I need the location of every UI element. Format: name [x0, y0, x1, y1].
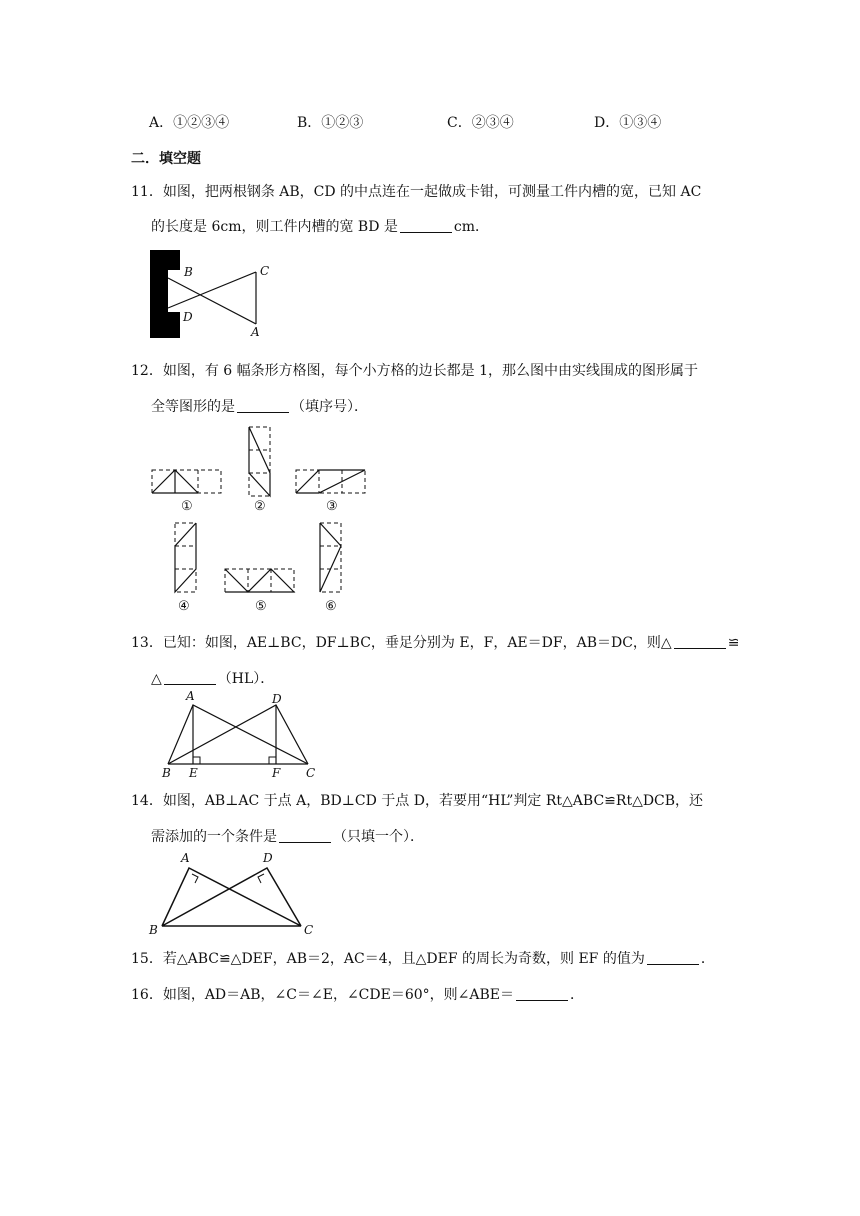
q13-line2 — [151, 668, 274, 688]
q11-line2 — [151, 216, 489, 236]
section-title: 二．填空题 — [131, 151, 201, 167]
q16-text-post: ． — [570, 987, 584, 1003]
q14-label-c: C — [304, 923, 314, 937]
q14-label-d: D — [263, 851, 273, 865]
q11-line2-post: cm． — [453, 219, 490, 235]
q13-answer-blank-1 — [674, 634, 726, 649]
q16-line — [131, 984, 584, 1004]
q12-grid-4 — [175, 523, 196, 592]
q12-grid-3 — [296, 470, 365, 493]
q12-grid-5 — [225, 569, 294, 592]
q14-line1: 14．如图，AB⊥AC 于点 A，BD⊥CD 于点 D，若要用“HL”判定 Rt△ABC≌Rt△DCB，还 — [131, 793, 704, 809]
q12-line2-pre: 全等图形的是 — [151, 399, 235, 415]
q14-line2-post: （只填一个）． — [333, 829, 424, 845]
q12-caption-4: ④ — [178, 599, 190, 614]
q13-label-d: D — [272, 692, 282, 706]
q13-answer-blank-2 — [164, 670, 216, 685]
q14-answer-blank — [279, 828, 331, 843]
q12-figure — [148, 425, 378, 617]
q13-label-e: E — [189, 766, 198, 780]
q12-caption-5: ⑤ — [255, 599, 267, 614]
q13-label-c: C — [306, 766, 316, 780]
q11-label-b: B — [184, 265, 193, 279]
q11-label-d: D — [183, 310, 193, 324]
q12-line1: 12．如图，有 6 幅条形方格图，每个小方格的边长都是 1，那么图中由实线围成的图形属于 — [131, 363, 698, 379]
q16-answer-blank — [516, 986, 568, 1001]
q13-line1 — [131, 632, 739, 652]
option-a: A．①②③④ — [149, 115, 230, 131]
q12-grid-6 — [320, 523, 341, 592]
q15-line — [131, 948, 715, 968]
q11-label-a: A — [251, 325, 260, 339]
q15-text-pre: 15．若△ABC≌△DEF，AB＝2，AC＝4，且△DEF 的周长为奇数，则 EF 的值为 — [131, 951, 645, 967]
q12-grid-2 — [249, 427, 270, 496]
q16-text-pre: 16．如图，AD＝AB，∠C＝∠E，∠CDE＝60°，则∠ABE＝ — [131, 987, 514, 1003]
q14-label-b: B — [149, 923, 158, 937]
q12-caption-2: ② — [254, 499, 266, 514]
q14-line2 — [151, 826, 424, 846]
q13-line1-pre: 13．已知：如图，AE⊥BC，DF⊥BC，垂足分别为 E，F，AE＝DF，AB＝DC，则△ — [131, 635, 672, 651]
q12-caption-3: ③ — [326, 499, 338, 514]
q14-label-a: A — [181, 851, 190, 865]
option-d: D．①③④ — [594, 115, 662, 131]
q13-label-b: B — [162, 766, 171, 780]
q12-caption-6: ⑥ — [325, 599, 337, 614]
q15-answer-blank — [647, 950, 699, 965]
q11-figure — [148, 248, 278, 340]
q13-line2-pre: △ — [151, 671, 162, 687]
q13-label-f: F — [272, 766, 281, 780]
q13-label-a: A — [186, 689, 195, 703]
q13-figure — [158, 688, 328, 782]
q12-line2-post: （填序号）． — [291, 399, 368, 415]
q14-figure — [146, 848, 326, 938]
q11-line2-pre: 的长度是 6cm，则工件内槽的宽 BD 是 — [151, 219, 398, 235]
option-c: C．②③④ — [447, 115, 514, 131]
q12-caption-1: ① — [181, 499, 193, 514]
q11-line1: 11．如图，把两根钢条 AB，CD 的中点连在一起做成卡钳，可测量工件内槽的宽，已知 AC — [131, 184, 702, 200]
q13-line1-post: ≌ — [727, 635, 740, 651]
q13-line2-post: （HL）． — [217, 671, 275, 687]
option-b: B．①②③ — [297, 115, 364, 131]
q15-text-post: ． — [700, 951, 715, 967]
q12-grid-1 — [152, 470, 221, 493]
q11-label-c: C — [260, 264, 270, 278]
q14-line2-pre: 需添加的一个条件是 — [151, 829, 277, 845]
q11-answer-blank — [400, 218, 452, 233]
q12-line2 — [151, 396, 368, 416]
q12-answer-blank — [237, 398, 289, 413]
